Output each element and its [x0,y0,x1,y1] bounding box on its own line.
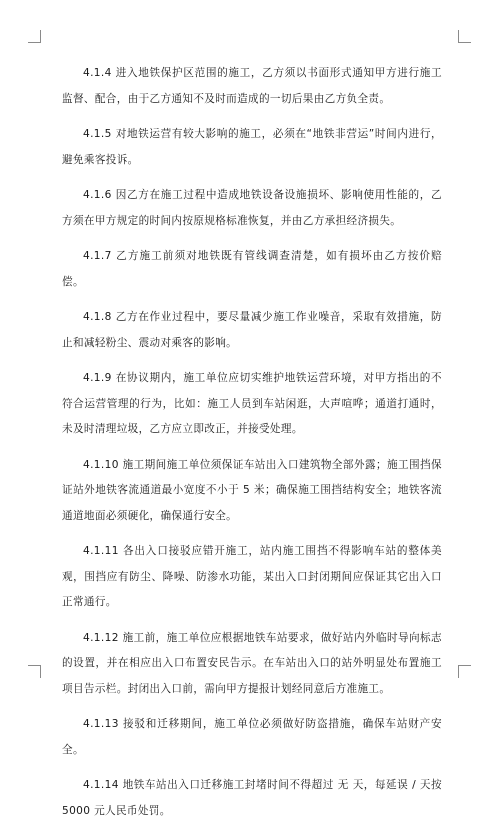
clause-4-1-10 [62,453,442,530]
clause-text: 施工期间施工单位须保证车站出入口建筑物全部外露；施工围挡保证站外地铁客流通道最小宽度不小于 5 米；确保施工围挡结构安全；地铁客流通道地面必须硬化，确保通行安全。 [62,458,442,522]
crop-mark-top-right [458,30,471,43]
clause-text: 各出入口接驳应错开施工，站内施工围挡不得影响车站的整体美观，围挡应有防尘、降噪、防渗水功能，某出入口封闭期间应保证其它出入口正常通行。 [62,545,442,608]
clause-4-1-13 [62,712,442,763]
clause-number: 4.1.13 [83,718,119,730]
clause-number: 4.1.8 [83,311,112,323]
clause-4-1-9 [62,366,442,443]
clause-text: 对地铁运营有较大影响的施工，必须在“地铁非营运”时间内进行，避免乘客投诉。 [62,128,442,166]
clause-number: 4.1.14 [83,779,119,791]
clause-text: 因乙方在施工过程中造成地铁设备设施损坏、影响使用性能的，乙方须在甲方规定的时间内按原规格标准恢复，并由乙方承担经济损失。 [62,189,443,227]
clause-4-1-7 [62,244,442,295]
clause-number: 4.1.12 [83,631,119,644]
clause-4-1-14 [62,773,442,824]
clause-text: 接驳和迁移期间，施工单位必须做好防盗措施，确保车站财产安全。 [62,718,442,756]
clause-number: 4.1.9 [83,372,112,384]
clause-4-1-12 [62,626,442,703]
clause-4-1-8 [62,305,442,356]
document-body [62,61,442,834]
clause-number: 4.1.6 [83,189,112,201]
clause-text: 地铁车站出入口迁移施工封堵时间不得超过 无 天，每延误 / 天按 5000 元人民币处罚。 [62,779,442,817]
clause-4-1-6 [62,183,442,234]
clause-4-1-4 [62,61,442,112]
clause-number: 4.1.4 [83,67,112,79]
clause-text: 施工前，施工单位应根据地铁车站要求，做好站内外临时导向标志的设置，并在相应出入口布置安民告示。在车站出入口的站外明显处布置施工项目告示栏。封闭出入口前，需向甲方提报计划经同意后方准施工。 [62,631,442,695]
clause-number: 4.1.10 [83,458,119,471]
clause-4-1-5 [62,122,442,173]
clause-text: 乙方施工前须对地铁既有管线调查清楚，如有损坏由乙方按价赔偿。 [62,250,442,288]
crop-mark-bottom-right [458,665,471,678]
clause-number: 4.1.7 [83,250,112,262]
clause-number: 4.1.11 [83,545,119,557]
crop-mark-top-left [28,30,41,43]
clause-4-1-11 [62,539,442,616]
clause-number: 4.1.5 [83,128,112,140]
clause-text: 乙方在作业过程中，要尽量减少施工作业噪音，采取有效措施，防止和减轻粉尘、震动对乘客的影响。 [62,311,443,349]
clause-text: 在协议期内，施工单位应切实维护地铁运营环境，对甲方指出的不符合运营管理的行为，比如：施工人员到车站闲逛，大声喧哗；通道打通时，未及时清理垃圾，乙方应立即改正，并接受处理。 [62,372,443,435]
clause-text: 进入地铁保护区范围的施工，乙方须以书面形式通知甲方进行施工监督、配合，由于乙方通知不及时而造成的一切后果由乙方负全责。 [62,67,443,105]
crop-mark-bottom-left [28,665,41,678]
